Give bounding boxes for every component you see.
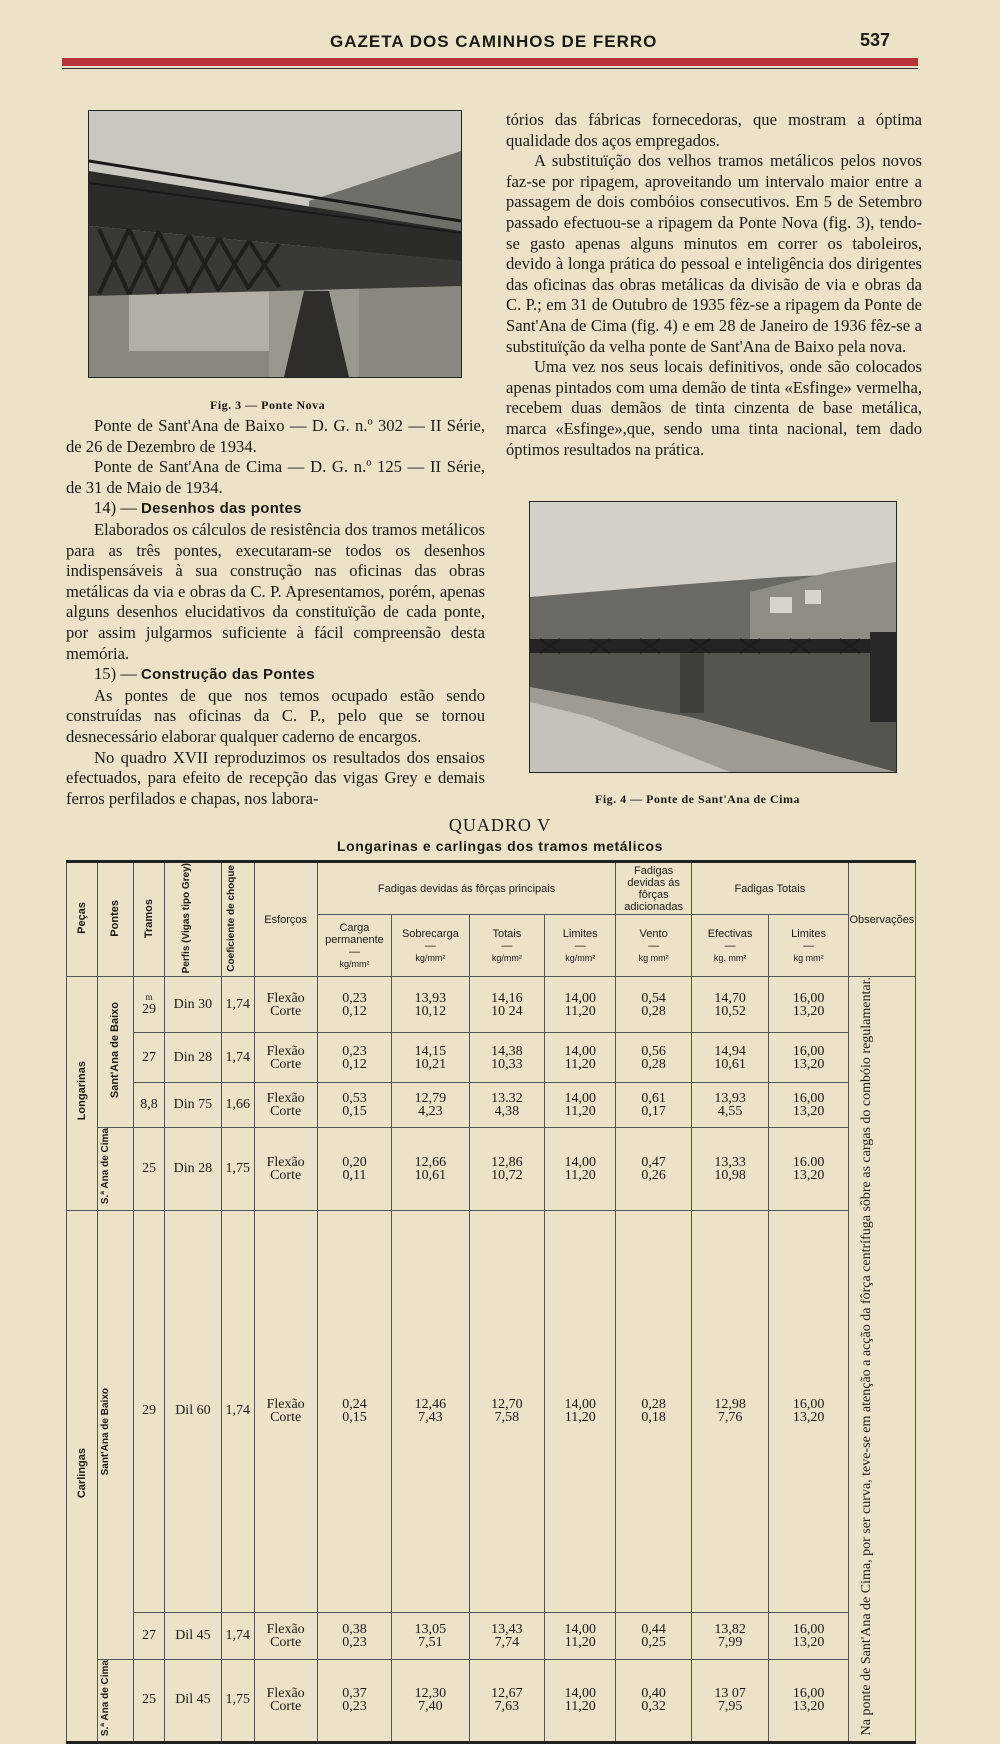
limites-cell: 14,00 11,20 bbox=[545, 1612, 616, 1659]
col-pecas: Peças bbox=[67, 862, 98, 977]
sobrecarga-cell: 12,30 7,40 bbox=[392, 1659, 469, 1742]
totais-cell: 12,86 10,72 bbox=[469, 1128, 544, 1210]
tramo-cell: m 29 bbox=[134, 977, 165, 1033]
perfil-cell: Dil 60 bbox=[164, 1210, 221, 1612]
col-esforcos: Esforços bbox=[254, 862, 317, 977]
limites-cell: 14,00 11,20 bbox=[545, 1083, 616, 1128]
vento-cell: 0,44 0,25 bbox=[616, 1612, 691, 1659]
fig4-caption: Fig. 4 — Ponte de Sant'Ana de Cima bbox=[595, 792, 801, 806]
perfil-cell: Din 75 bbox=[164, 1083, 221, 1128]
totais-cell: 13,43 7,74 bbox=[469, 1612, 544, 1659]
coef-cell: 1,74 bbox=[221, 1210, 254, 1612]
header-rule-black bbox=[62, 68, 918, 69]
group-longarinas: Longarinas bbox=[67, 977, 98, 1210]
col-perfis: Perfis (Vigas tipo Grey) bbox=[164, 862, 221, 977]
sobrecarga-cell: 12,46 7,43 bbox=[392, 1210, 469, 1612]
limites-cell: 14,00 11,20 bbox=[545, 1033, 616, 1083]
coef-cell: 1,75 bbox=[221, 1659, 254, 1742]
tramo-cell: 25 bbox=[134, 1128, 165, 1210]
journal-title: GAZETA DOS CAMINHOS DE FERRO bbox=[330, 32, 658, 51]
table-row bbox=[67, 1659, 916, 1742]
sobrecarga-cell: 13,93 10,12 bbox=[392, 977, 469, 1033]
section-number: 15) — bbox=[94, 664, 142, 684]
limites-totais-cell: 16,00 13,20 bbox=[769, 1083, 849, 1128]
table-title: QUADRO V bbox=[448, 815, 552, 835]
fig3-caption: Fig. 3 — Ponte Nova bbox=[210, 398, 326, 412]
limites-totais-cell: 16,00 13,20 bbox=[769, 1210, 849, 1612]
perfil-cell: Dil 45 bbox=[164, 1659, 221, 1742]
carga-cell: 0,37 0,23 bbox=[317, 1659, 391, 1742]
efectivas-cell: 13,93 4,55 bbox=[691, 1083, 768, 1128]
totais-cell: 13.32 4,38 bbox=[469, 1083, 544, 1128]
col-coef: Coeficiente de choque bbox=[221, 862, 254, 977]
col-limites-totais: Limites — kg mm² bbox=[769, 915, 849, 977]
group-fadigas-totais: Fadigas Totais bbox=[691, 862, 848, 915]
col-observacoes: Observações bbox=[848, 862, 915, 977]
left-paragraph: As pontes de que nos temos ocupado estão sendo construídas nas oficinas da C. P., pelo que se tornou desnecessário elaborar qualquer caderno de encargos. bbox=[66, 685, 485, 746]
fig4-photo bbox=[529, 501, 897, 773]
coef-cell: 1,74 bbox=[221, 1612, 254, 1659]
esforcos-cell: Flexão Corte bbox=[254, 977, 317, 1033]
efectivas-cell: 13,82 7,99 bbox=[691, 1612, 768, 1659]
limites-totais-cell: 16,00 13,20 bbox=[769, 977, 849, 1033]
vento-cell: 0,47 0,26 bbox=[616, 1128, 691, 1210]
esforcos-cell: Flexão Corte bbox=[254, 1659, 317, 1742]
page-header bbox=[60, 30, 920, 52]
bridge-santana-cima: S.ª Ana de Cima bbox=[97, 1128, 134, 1210]
efectivas-cell: 13,33 10,98 bbox=[691, 1128, 768, 1210]
section-number: 14) — bbox=[94, 498, 142, 518]
esforcos-cell: Flexão Corte bbox=[254, 1612, 317, 1659]
page-number: 537 bbox=[859, 30, 890, 50]
limites-cell: 14,00 11,20 bbox=[545, 1210, 616, 1612]
section-title: Construção das Pontes bbox=[141, 666, 315, 684]
col-carga: Carga permanente — kg/mm² bbox=[317, 915, 391, 977]
section-heading-14 bbox=[66, 498, 485, 520]
group-fadigas-principais: Fadigas devidas ás fôrças principais bbox=[317, 862, 616, 915]
header-rule-red bbox=[62, 58, 918, 66]
col-vento: Vento — kg mm² bbox=[616, 915, 691, 977]
section-heading-15 bbox=[66, 664, 485, 686]
table-row bbox=[67, 1033, 916, 1083]
perfil-cell: Din 30 bbox=[164, 977, 221, 1033]
tramo-cell: 27 bbox=[134, 1612, 165, 1659]
efectivas-cell: 14,70 10,52 bbox=[691, 977, 768, 1033]
sobrecarga-cell: 12,66 10,61 bbox=[392, 1128, 469, 1210]
col-tramos: Tramos bbox=[134, 862, 165, 977]
col-totais: Totais — kg/mm² bbox=[469, 915, 544, 977]
efectivas-cell: 12,98 7,76 bbox=[691, 1210, 768, 1612]
fig4-bridge-image bbox=[530, 502, 896, 772]
vento-cell: 0,40 0,32 bbox=[616, 1659, 691, 1742]
left-column bbox=[66, 416, 485, 809]
limites-totais-cell: 16.00 13,20 bbox=[769, 1128, 849, 1210]
group-carlingas: Carlingas bbox=[67, 1210, 98, 1742]
bridge-santana-cima: S.ª Ana de Cima bbox=[97, 1659, 134, 1742]
totais-cell: 12,70 7,58 bbox=[469, 1210, 544, 1612]
carga-cell: 0,23 0,12 bbox=[317, 1033, 391, 1083]
table-row bbox=[67, 977, 916, 1033]
limites-totais-cell: 16,00 13,20 bbox=[769, 1659, 849, 1742]
carga-cell: 0,20 0,11 bbox=[317, 1128, 391, 1210]
right-paragraph: Uma vez nos seus locais definitivos, onde são colocados apenas pintados com uma demão de tinta «Esfinge» vermelha, recebem duas demãos de tinta cinzenta de base metálica, marca «Esfinge»,que, sendo uma tinta nacional, tem dado óptimos resultados na prática. bbox=[506, 357, 922, 459]
fig3-bridge-image bbox=[89, 111, 461, 377]
tramo-cell: 27 bbox=[134, 1033, 165, 1083]
vento-cell: 0,28 0,18 bbox=[616, 1210, 691, 1612]
carga-cell: 0,24 0,15 bbox=[317, 1210, 391, 1612]
table-row bbox=[67, 1612, 916, 1659]
table-subtitle: Longarinas e carlingas dos tramos metálicos bbox=[336, 838, 664, 854]
quadro-table bbox=[66, 860, 916, 1744]
table-row bbox=[67, 1083, 916, 1128]
coef-cell: 1,74 bbox=[221, 1033, 254, 1083]
sobrecarga-cell: 14,15 10,21 bbox=[392, 1033, 469, 1083]
coef-cell: 1,74 bbox=[221, 977, 254, 1033]
perfil-cell: Dil 45 bbox=[164, 1612, 221, 1659]
limites-cell: 14,00 11,20 bbox=[545, 1128, 616, 1210]
esforcos-cell: Flexão Corte bbox=[254, 1033, 317, 1083]
fig3-photo bbox=[88, 110, 462, 378]
carga-cell: 0,53 0,15 bbox=[317, 1083, 391, 1128]
col-efectivas: Efectivas — kg. mm² bbox=[691, 915, 768, 977]
left-paragraph: No quadro XVII reproduzimos os resultados dos ensaios efectuados, para efeito de recepção das vigas Grey e demais ferros perfilados e chapas, nos labora- bbox=[66, 747, 485, 808]
sobrecarga-cell: 12,79 4,23 bbox=[392, 1083, 469, 1128]
tramo-cell: 25 bbox=[134, 1659, 165, 1742]
col-sobrecarga: Sobrecarga — kg/mm² bbox=[392, 915, 469, 977]
efectivas-cell: 14,94 10,61 bbox=[691, 1033, 768, 1083]
table-row bbox=[67, 1210, 916, 1612]
right-paragraph: A substituïção dos velhos tramos metálicos pelos novos faz-se por ripagem, aproveitando um intervalo maior entre a passagem de dois combóios consecutivos. Em 5 de Setembro passado efectuou-se a ripagem da Ponte Nova (fig. 3), tendo-se gasto apenas alguns minutos em correr os taboleiros, devido à longa prática do pessoal e inteligência dos dirigentes das oficinas das obras metálicas da divisão de via e obras da C. P.; em 31 de Outubro de 1935 fêz-se a ripagem da Ponte de Sant'Ana de Cima (fig. 4) e em 28 de Janeiro de 1936 fêz-se a substituïção da velha ponte de Sant'Ana de Baixo pela nova. bbox=[506, 151, 922, 356]
totais-cell: 14,16 10 24 bbox=[469, 977, 544, 1033]
carga-cell: 0,23 0,12 bbox=[317, 977, 391, 1033]
left-paragraph: Ponte de Sant'Ana de Cima — D. G. n.º 125 — II Série, de 31 de Maio de 1934. bbox=[66, 457, 485, 497]
left-paragraph: Ponte de Sant'Ana de Baixo — D. G. n.º 302 — II Série, de 26 de Dezembro de 1934. bbox=[66, 416, 485, 456]
coef-cell: 1,66 bbox=[221, 1083, 254, 1128]
limites-totais-cell: 16,00 13,20 bbox=[769, 1612, 849, 1659]
carga-cell: 0,38 0,23 bbox=[317, 1612, 391, 1659]
limites-cell: 14,00 11,20 bbox=[545, 977, 616, 1033]
perfil-cell: Din 28 bbox=[164, 1033, 221, 1083]
esforcos-cell: Flexão Corte bbox=[254, 1083, 317, 1128]
bridge-santana-baixo: Sant'Ana de Baixo bbox=[97, 977, 134, 1128]
left-paragraph: Elaborados os cálculos de resistência dos tramos metálicos para as três pontes, executaram-se todos os desenhos indispensáveis à sua construção nas oficinas das obras metálicas da via e obras da C. P. Apresentamos, porém, apenas alguns desenhos elucidativos da constituïção de cada ponte, por assim julgarmos suficiente à fácil compreensão desta memória. bbox=[66, 519, 485, 663]
limites-cell: 14,00 11,20 bbox=[545, 1659, 616, 1742]
right-column bbox=[506, 110, 922, 460]
coef-cell: 1,75 bbox=[221, 1128, 254, 1210]
totais-cell: 12,67 7,63 bbox=[469, 1659, 544, 1742]
limites-totais-cell: 16,00 13,20 bbox=[769, 1033, 849, 1083]
col-limites: Limites — kg/mm² bbox=[545, 915, 616, 977]
col-pontes: Pontes bbox=[97, 862, 134, 977]
vento-cell: 0,56 0,28 bbox=[616, 1033, 691, 1083]
observacao-cell: Na ponte de Sant'Ana de Cima, por ser curva, teve-se em atenção a acção da fôrça centrífuga sôbre as cargas do combóio regulamentar. bbox=[848, 977, 915, 1742]
section-title: Desenhos das pontes bbox=[141, 500, 302, 518]
esforcos-cell: Flexão Corte bbox=[254, 1128, 317, 1210]
vento-cell: 0,54 0,28 bbox=[616, 977, 691, 1033]
bridge-santana-baixo: Sant'Ana de Baixo bbox=[97, 1210, 134, 1659]
efectivas-cell: 13 07 7,95 bbox=[691, 1659, 768, 1742]
sobrecarga-cell: 13,05 7,51 bbox=[392, 1612, 469, 1659]
totais-cell: 14,38 10,33 bbox=[469, 1033, 544, 1083]
right-paragraph: tórios das fábricas fornecedoras, que mostram a óptima qualidade dos aços empregados. bbox=[506, 110, 922, 150]
perfil-cell: Din 28 bbox=[164, 1128, 221, 1210]
table-row bbox=[67, 1128, 916, 1210]
esforcos-cell: Flexão Corte bbox=[254, 1210, 317, 1612]
vento-cell: 0,61 0,17 bbox=[616, 1083, 691, 1128]
group-fadigas-adicionadas: Fadigas devidas ás fôrças adicionadas bbox=[616, 862, 691, 915]
tramo-cell: 8,8 bbox=[134, 1083, 165, 1128]
tramo-cell: 29 bbox=[134, 1210, 165, 1612]
